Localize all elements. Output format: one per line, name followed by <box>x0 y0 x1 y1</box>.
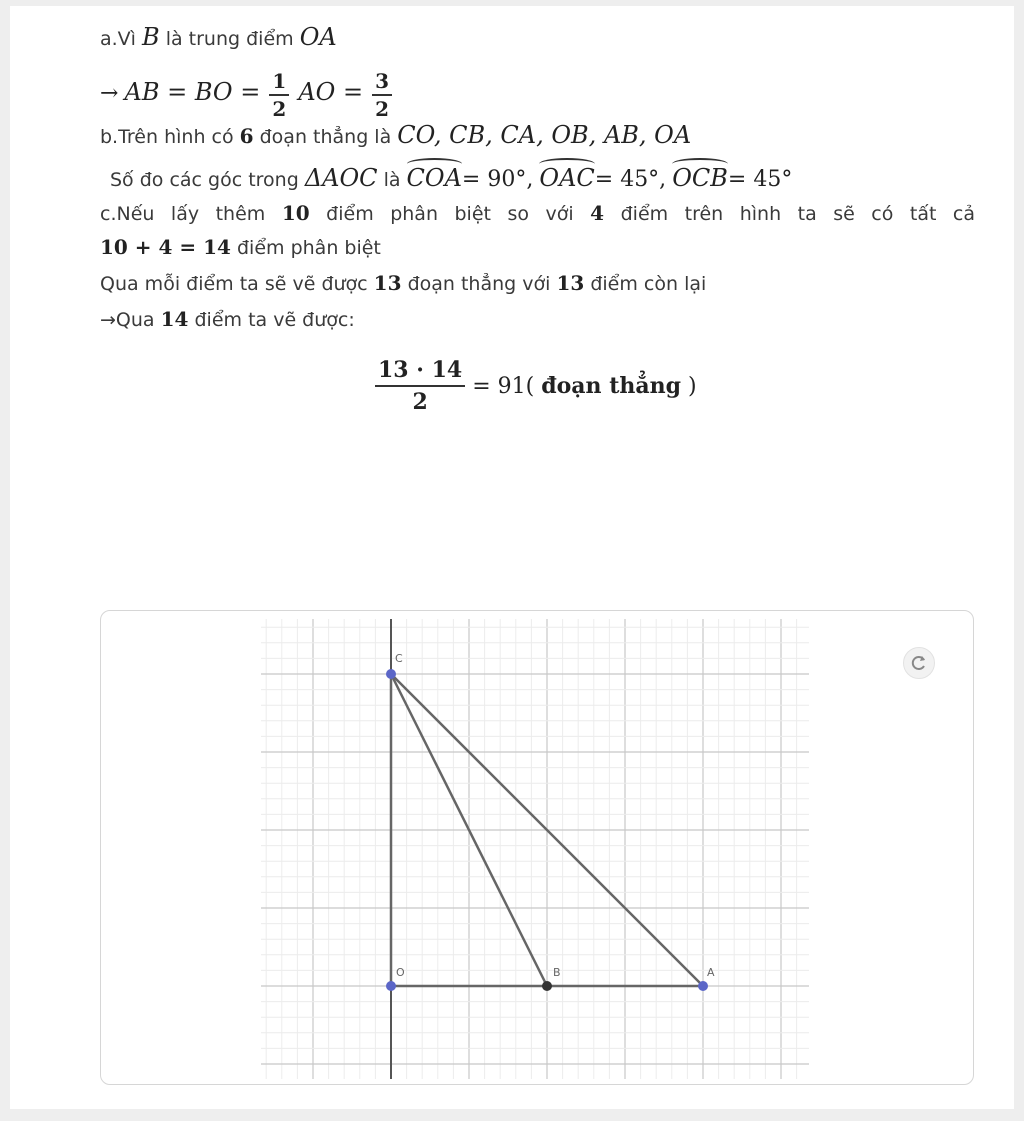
text: điểm phân biệt so với <box>326 203 574 225</box>
frac-den: 2 <box>412 389 428 415</box>
part-b-line1 <box>100 120 691 152</box>
part-a-line1 <box>100 22 337 54</box>
frac-den: 2 <box>272 96 287 121</box>
angle-coa: COA <box>406 164 462 192</box>
part-c-line2 <box>100 232 381 263</box>
text: đoạn thẳng là <box>259 126 392 148</box>
geometry-figure[interactable] <box>101 611 973 1084</box>
fraction-three-halves <box>372 68 392 122</box>
count: 6 <box>239 124 254 148</box>
text-mid: là trung điểm <box>165 28 294 50</box>
text: c.Nếu lấy thêm <box>100 203 266 225</box>
refresh-icon[interactable] <box>903 647 935 679</box>
segment-count-equation <box>372 355 697 417</box>
var-oa: OA <box>299 23 337 51</box>
frac-num: 13 · 14 <box>375 355 465 387</box>
part-c-line4 <box>100 304 355 335</box>
angle-value: = 45° <box>727 167 793 192</box>
angle-value: = 45°, <box>594 167 667 192</box>
angle-ocb: OCB <box>672 164 728 192</box>
part-b-line2 <box>110 163 792 195</box>
arrow: → <box>100 81 119 106</box>
number: 4 <box>590 201 605 225</box>
text: Qua mỗi điểm ta sẽ vẽ được <box>100 273 368 295</box>
text: điểm phân biệt <box>237 237 381 259</box>
text: điểm còn lại <box>590 273 707 295</box>
frac-den: 2 <box>375 96 390 121</box>
eq-ao: AO = <box>298 78 364 106</box>
number: 13 <box>373 271 402 295</box>
sum-equation: 10 + 4 = 14 <box>100 235 231 259</box>
text: b.Trên hình có <box>100 126 234 148</box>
fraction-half <box>269 68 289 122</box>
point-label-b: B <box>553 966 561 979</box>
text: Số đo các góc trong <box>110 169 299 191</box>
text-prefix: a.Vì <box>100 28 136 50</box>
angle-value: = 90°, <box>461 167 534 192</box>
triangle: ΔAOC <box>304 164 378 192</box>
angle-oac: OAC <box>539 164 595 192</box>
var-b: B <box>142 23 160 51</box>
text: điểm trên hình ta sẽ có tất cả <box>620 203 976 225</box>
point-b <box>542 981 552 991</box>
point-c <box>386 669 396 679</box>
text: →Qua <box>100 309 155 331</box>
eq-left: AB = BO = <box>124 78 261 106</box>
geometry-figure-panel[interactable] <box>100 610 974 1085</box>
segments: CO, CB, CA, OB, AB, OA <box>397 121 692 149</box>
text: là <box>383 169 401 191</box>
big-result <box>472 373 696 399</box>
point-label-o: O <box>396 966 405 979</box>
refresh-glyph <box>904 648 934 678</box>
part-c-line1 <box>100 198 975 229</box>
close-paren: ) <box>688 374 697 399</box>
frac-num: 3 <box>372 68 392 96</box>
point-label-c: C <box>395 652 403 665</box>
text: điểm ta vẽ được: <box>194 309 355 331</box>
number: 10 <box>281 201 310 225</box>
point-o <box>386 981 396 991</box>
number: 14 <box>160 307 189 331</box>
frac-num: 1 <box>269 68 289 96</box>
point-label-a: A <box>707 966 715 979</box>
text: đoạn thẳng với <box>407 273 551 295</box>
result-word: đoạn thẳng <box>541 373 681 399</box>
grid <box>261 619 809 1079</box>
part-a-line2 <box>100 62 395 124</box>
part-c-line3 <box>100 268 706 299</box>
points <box>386 652 715 991</box>
number: 13 <box>556 271 585 295</box>
result: = 91( <box>472 374 535 399</box>
point-a <box>698 981 708 991</box>
big-fraction <box>375 355 465 417</box>
